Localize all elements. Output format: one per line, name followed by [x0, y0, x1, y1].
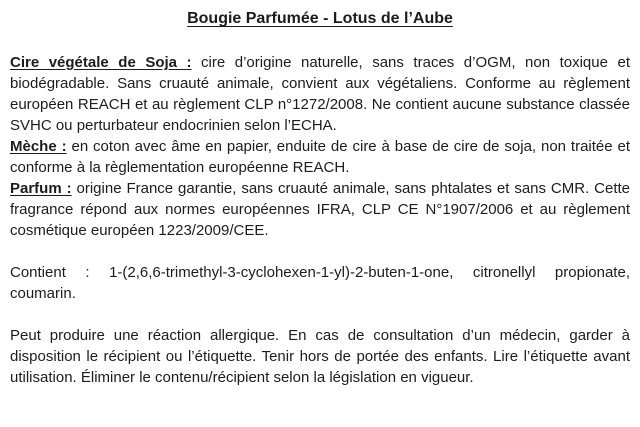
section-label-soy-wax: Cire végétale de Soja : [10, 54, 192, 71]
page-title: Bougie Parfumée - Lotus de l’Aube [187, 10, 453, 27]
section-label-fragrance: Parfum : [10, 180, 72, 197]
section-wick [10, 136, 630, 178]
allergy-warning-statement: Peut produire une réaction allergique. En cas de consultation d’un médecin, garder à disposition le récipient ou l’étiquette. Tenir hors de portée des enfants. Lire l’étiquette avant utilisation. Éliminer le contenu/récipient selon la législation en vigueur. [10, 327, 630, 386]
section-fragrance [10, 178, 630, 241]
section-soy-wax [10, 52, 630, 136]
section-text-soy-wax: cire d’origine naturelle, sans traces d’OGM, non toxique et biodégradable. Sans cruauté animale, convient aux végétaliens. Conforme au règlement européen REACH et au règlement CLP n°1272/2008. Ne contient aucune substance classée SVHC ou perturbateur endocrinien selon l’ECHA. [10, 54, 630, 134]
section-label-wick: Mèche : [10, 138, 67, 155]
section-text-fragrance: origine France garantie, sans cruauté animale, sans phtalates et sans CMR. Cette fragrance répond aux normes européennes IFRA, CLP CE N°1907/2006 et au règlement cosmétique européen 1223/2009/CEE. [10, 180, 631, 239]
contains-statement: Contient : 1-(2,6,6-trimethyl-3-cyclohexen-1-yl)-2-buten-1-one, citronellyl propionate, coumarin. [10, 264, 630, 302]
section-text-wick: en coton avec âme en papier, enduite de cire à base de cire de soja, non traitée et conforme à la règlementation européenne REACH. [10, 138, 630, 176]
